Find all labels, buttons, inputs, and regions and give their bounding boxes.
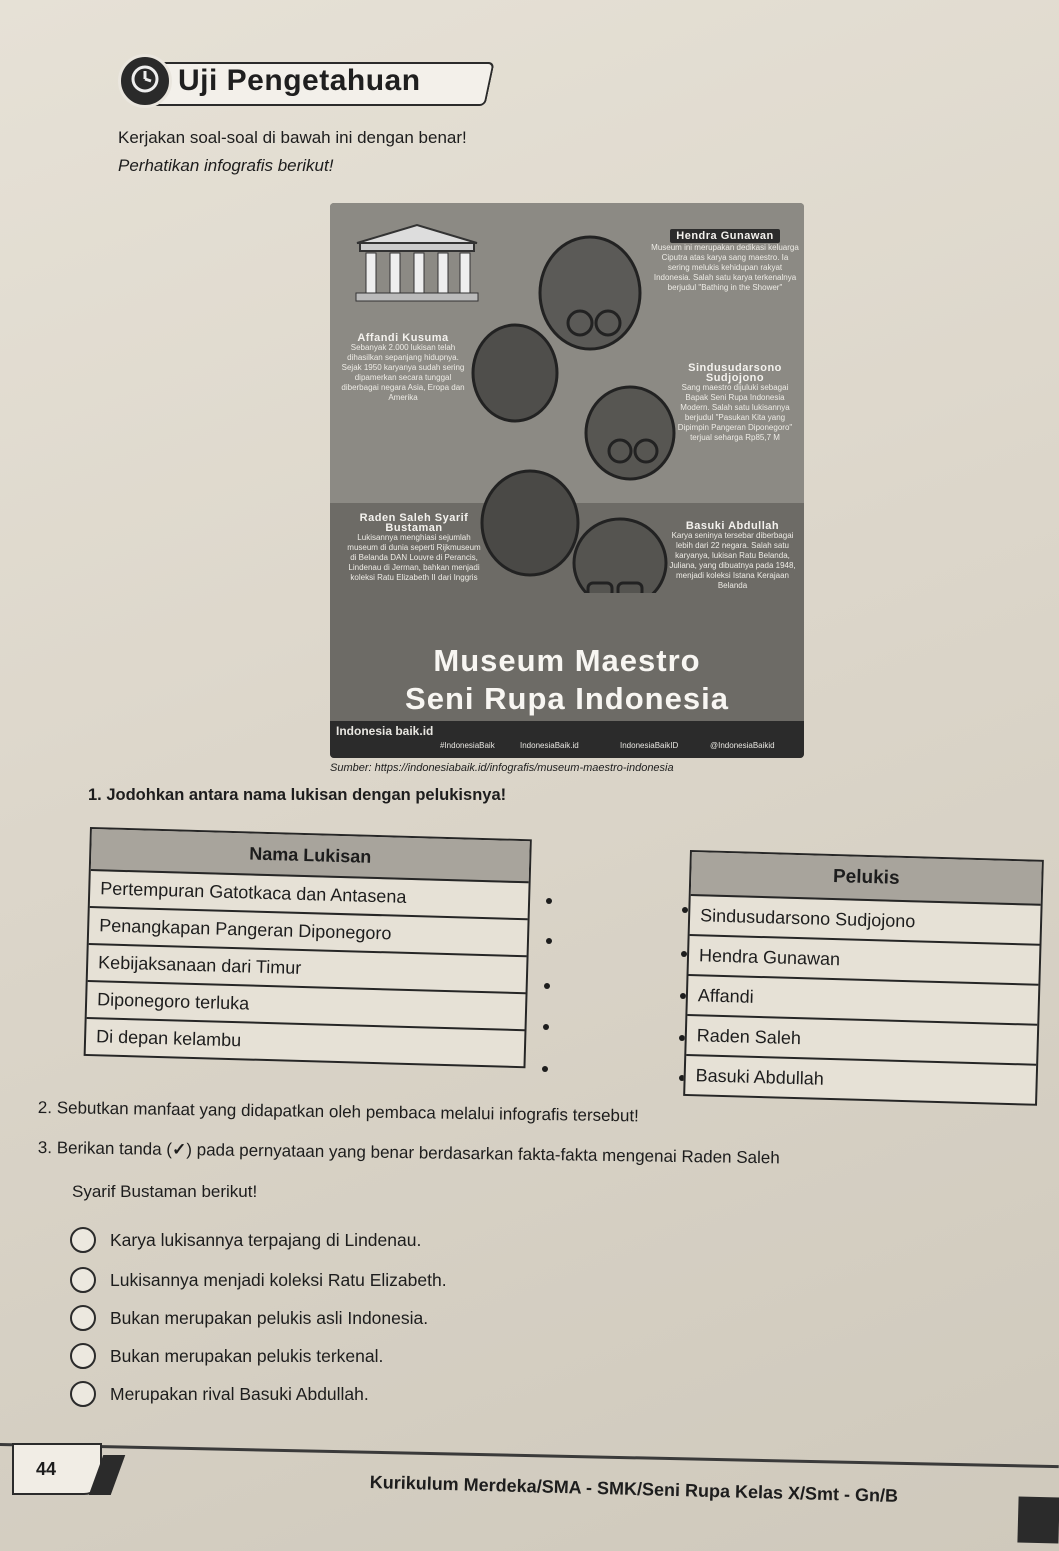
option-3[interactable]: [70, 1305, 428, 1331]
match-dot-left-3[interactable]: [544, 983, 550, 989]
match-dot-right-1[interactable]: [682, 907, 688, 913]
match-dot-left-4[interactable]: [543, 1024, 549, 1030]
painting-name-row: Diponegoro terluka: [87, 982, 526, 1031]
basuki-name: Basuki Abdullah: [685, 520, 780, 532]
painter-row: Affandi: [687, 976, 1038, 1026]
option-label: Bukan merupakan pelukis terkenal.: [110, 1345, 384, 1366]
instruction-text: Kerjakan soal-soal di bawah ini dengan benar!: [118, 128, 467, 147]
raden-saleh-text: Lukisannya menghiasi sejumlah museum di dunia seperti Rijkmuseum di Belanda DAN Louvre di Perancis, Lindenau di Jerman, bahkan menjadi koleksi Ratu Elizabeth II dari Inggris: [347, 533, 481, 582]
sudjojono-text: Sang maestro dijuluki sebagai Bapak Seni Rupa Indonesia Modern. Salah satu lukisannya berjudul "Pasukan Kita yang Dipimpin Pangeran Diponegoro" terjual seharga Rp85,7 M: [677, 383, 793, 442]
infographic: [330, 203, 804, 758]
option-label: Bukan merupakan pelukis asli Indonesia.: [110, 1307, 429, 1328]
section-badge: [118, 54, 498, 108]
option-label: Merupakan rival Basuki Abdullah.: [110, 1383, 369, 1404]
clock-icon: [118, 54, 172, 108]
option-4[interactable]: [70, 1343, 383, 1369]
curriculum-label: Kurikulum Merdeka/SMA - SMK/Seni Rupa Kelas X/Smt - Gn/B: [369, 1472, 899, 1506]
painting-name-row: Kebijaksanaan dari Timur: [88, 945, 527, 994]
badge-title: Uji Pengetahuan: [178, 64, 421, 97]
page-number: 44: [12, 1443, 102, 1495]
affandi-block: [338, 333, 468, 403]
checkmark-icon: ✓: [171, 1139, 187, 1160]
hendra-block: [650, 229, 800, 293]
hashtag-text: #IndonesiaBaik: [440, 741, 495, 750]
painter-row: Sindusudarsono Sudjojono: [690, 896, 1041, 946]
hendra-name: Hendra Gunawan: [670, 229, 779, 243]
footer-line: [0, 1443, 1059, 1468]
option-checkbox[interactable]: [70, 1267, 96, 1293]
question-3: [38, 1138, 1059, 1172]
footer-tab: [1017, 1496, 1059, 1543]
question-3-continuation: Syarif Bustaman berikut!: [72, 1182, 258, 1201]
raden-saleh-block: [344, 513, 484, 583]
match-dot-left-2[interactable]: [546, 938, 552, 944]
infographic-footer: [330, 721, 804, 758]
match-dot-left-5[interactable]: [542, 1066, 548, 1072]
painting-name-row: Di depan kelambu: [95, 1026, 242, 1051]
basuki-block: [665, 521, 800, 591]
raden-saleh-name: Raden Saleh Syarif Bustaman: [359, 512, 469, 534]
basuki-text: Karya seninya tersebar diberbagai lebih dari 22 negara. Salah satu karyanya, lukisan Ratu Belanda, Juliana, yang dibuatnya pada 1948, menjadi koleksi Istana Kerajaan Belanda: [669, 531, 796, 590]
infographic-title-line1: Museum Maestro: [433, 643, 701, 678]
affandi-text: Sebanyak 2.000 lukisan telah dihasilkan sepanjang hidupnya. Sejak 1950 karyanya sudah sering dipamerkan secara tunggal diberbagai negara Asia, Eropa dan Amerika: [341, 343, 465, 402]
painting-names-table: [84, 827, 532, 1068]
infographic-title-line2: Seni Rupa Indonesia: [405, 681, 729, 716]
brand-logo: Indonesia baik.id: [336, 724, 434, 738]
question-2: 2. Sebutkan manfaat yang didapatkan oleh pembaca melalui infografis tersebut!: [37, 1098, 640, 1126]
option-2[interactable]: [70, 1267, 447, 1293]
painter-row: Hendra Gunawan: [688, 936, 1039, 986]
affandi-name: Affandi Kusuma: [357, 332, 449, 344]
museum-building-illustration: [352, 223, 482, 303]
match-dot-left-1[interactable]: [546, 898, 552, 904]
sudjojono-block: [670, 363, 800, 443]
hendra-text: Museum ini merupakan dedikasi keluarga Ciputra atas karya sang maestro. Ia sering melukis kehidupan rakyat Indonesia. Salah satu karya terkenalnya berjudul "Bathing in the Shower": [651, 243, 799, 292]
painting-name-row: Pertempuran Gatotkaca dan Antasena: [90, 871, 529, 920]
option-checkbox[interactable]: [70, 1343, 96, 1369]
painter-row: Raden Saleh: [686, 1016, 1037, 1066]
option-1[interactable]: [70, 1227, 421, 1253]
option-label: Karya lukisannya terpajang di Lindenau.: [110, 1229, 422, 1250]
social-twitter: @IndonesiaBaikid: [710, 741, 775, 750]
instruction-infographic: Perhatikan infografis berikut!: [118, 156, 334, 175]
painting-name-row: Penangkapan Pangeran Diponegoro: [89, 908, 528, 957]
option-checkbox[interactable]: [70, 1305, 96, 1331]
option-checkbox[interactable]: [70, 1227, 96, 1253]
social-instagram: IndonesiaBaik.id: [520, 741, 579, 750]
painters-header: Pelukis: [691, 852, 1042, 906]
painting-names-header: Nama Lukisan: [91, 829, 530, 883]
question-3-text-b: ) pada pernyataan yang benar berdasarkan fakta-fakta mengenai Raden Saleh: [186, 1140, 780, 1168]
option-5[interactable]: [70, 1381, 369, 1407]
painter-row: Basuki Abdullah: [695, 1065, 825, 1089]
question-3-text-a: 3. Berikan tanda (: [37, 1138, 173, 1159]
social-youtube: IndonesiaBaikID: [620, 741, 679, 750]
painters-table: [683, 850, 1044, 1106]
question-1: 1. Jodohkan antara nama lukisan dengan pelukisnya!: [88, 786, 507, 804]
infographic-source: Sumber: https://indonesiabaik.id/infografis/museum-maestro-indonesia: [330, 762, 674, 774]
option-checkbox[interactable]: [70, 1381, 96, 1407]
option-label: Lukisannya menjadi koleksi Ratu Elizabeth.: [110, 1269, 447, 1290]
sudjojono-name: Sindusudarsono Sudjojono: [688, 362, 782, 384]
